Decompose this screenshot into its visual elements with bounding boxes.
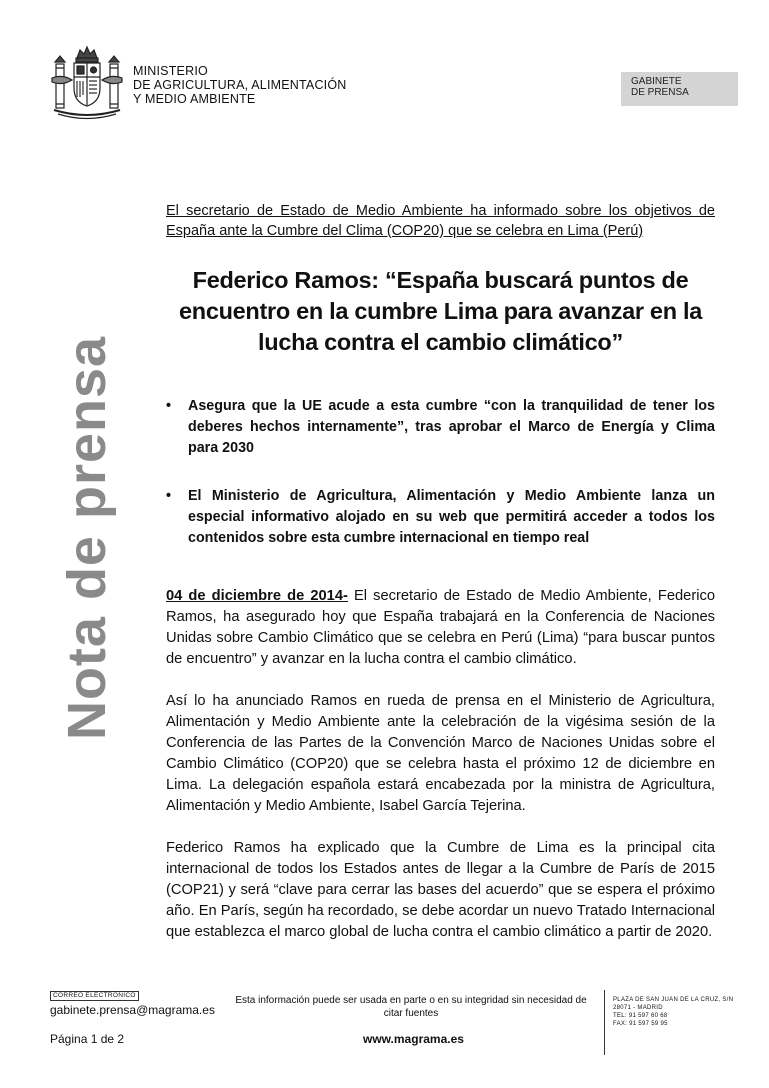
address-block: [613, 996, 733, 1028]
bullet-icon: •: [166, 398, 172, 414]
side-label: [52, 335, 122, 740]
highlights-list: [166, 396, 715, 576]
article-date: 04 de diciembre de 2014-: [166, 588, 348, 604]
headline: Federico Ramos: “España buscará puntos de encuentro en la cumbre Lima para avanzar en la lucha contra el cambio climático”: [179, 267, 702, 355]
bullet-icon: •: [166, 488, 172, 504]
list-item-text: El Ministerio de Agricultura, Alimentación y Medio Ambiente lanza un especial informativo alojado en su web que permitirá acceder a todos los contenidos sobre esta cumbre internacional en tiempo real: [188, 488, 715, 546]
ministry-line: Y MEDIO AMBIENTE: [133, 92, 256, 106]
footer-divider: [604, 990, 605, 1055]
email-link[interactable]: gabinete.prensa@magrama.es: [50, 1003, 215, 1017]
list-item: [166, 486, 715, 549]
list-item-text: Asegura que la UE acude a esta cumbre “con la tranquilidad de tener los deberes hechos internamente”, tras aprobar el Marco de Energía y Clima para 2030: [188, 398, 715, 456]
paragraph: [166, 586, 715, 670]
department-line: DE PRENSA: [631, 87, 689, 98]
article-body: [166, 586, 715, 964]
side-label-text: Nota de prensa: [57, 335, 117, 740]
department-line: GABINETE: [631, 76, 682, 87]
ministry-line: MINISTERIO: [133, 64, 208, 78]
website-link[interactable]: www.magrama.es: [363, 1032, 464, 1046]
list-item: [166, 396, 715, 459]
paragraph: Federico Ramos ha explicado que la Cumbre de Lima es la principal cita internacional de todos los Estados antes de llegar a la Cumbre de París de 2015 (COP21) y será “clave para cerrar las bases del acuerdo” que se espera el próximo año. En París, según ha recordado, se debe acordar un nuevo Tratado Internacional que establezca el marco global de lucha contra el cambio climático a partir de 2020.: [166, 840, 715, 940]
page-number: Página 1 de 2: [50, 1032, 125, 1046]
paragraph: Así lo ha anunciado Ramos en rueda de prensa en el Ministerio de Agricultura, Alimentación y Medio Ambiente ante la celebración de la vigésima sesión de la Conferencia de las Partes de la Convención Marco de Naciones Unidas sobre el Cambio Climático (COP20) que se celebra hasta el próximo 12 de diciembre en Lima. La delegación española estará encabezada por la ministra de Agricultura, Alimentación y Medio Ambiente, Isabel García Tejerina.: [166, 693, 715, 814]
department-box: [621, 72, 738, 106]
ministry-name: [133, 64, 347, 106]
address-line: 28071 - MADRID: [613, 1005, 663, 1011]
usage-notice: Esta información puede ser usada en parte o en su integridad sin necesidad de citar fuentes: [235, 995, 587, 1019]
paragraph-text: El secretario de Estado de Medio Ambiente, Federico Ramos, ha asegurado hoy que España trabajará en la Conferencia de Naciones Unidas sobre Cambio Climático que se celebra en Perú (Lima) “para buscar puntos de encuentro” y avanzar en la lucha contra el cambio climático.: [166, 588, 715, 667]
coat-of-arms-logo: [50, 44, 124, 122]
address-line: FAX: 91 597 59 95: [613, 1021, 668, 1027]
address-line: PLAZA DE SAN JUAN DE LA CRUZ, S/N: [613, 997, 734, 1003]
ministry-line: DE AGRICULTURA, ALIMENTACIÓN: [133, 78, 347, 92]
address-line: TEL: 91 597 60 68: [613, 1013, 668, 1019]
subtitle: El secretario de Estado de Medio Ambiente ha informado sobre los objetivos de España ante la Cumbre del Clima (COP20) que se celebra en Lima (Perú): [166, 203, 715, 239]
email-label: CORREO ELECTRÓNICO: [50, 991, 139, 1001]
